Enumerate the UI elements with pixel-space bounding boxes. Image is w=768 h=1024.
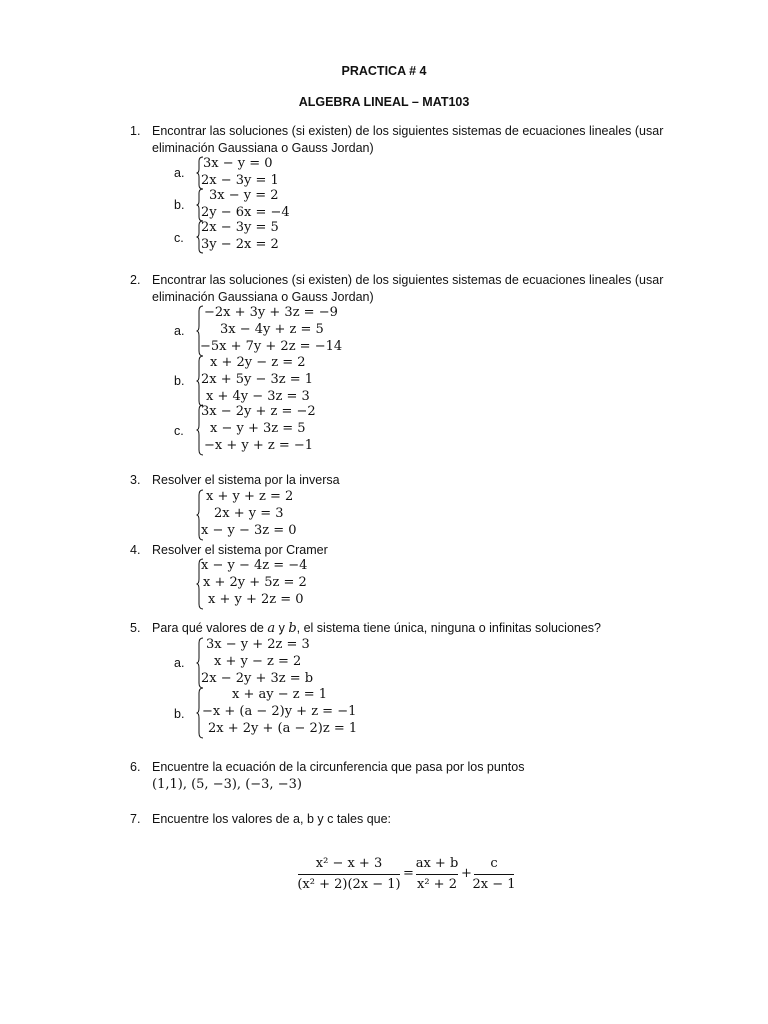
problem-2-text-line1: Encontrar las soluciones (si existen) de los siguientes sistemas de ecuaciones lineales (usar [152, 273, 664, 287]
equation: x + 2y + 5z = 2 [203, 575, 307, 590]
problem-5-number: 5. [130, 621, 141, 635]
problem-1b-label: b. [174, 198, 185, 212]
problem-1-text-line2: eliminación Gaussiana o Gauss Jordan) [152, 141, 374, 155]
problem-2c-label: c. [174, 424, 184, 438]
equation: −5x + 7y + 2z = −14 [200, 339, 343, 354]
equation: x + y + z = 2 [206, 489, 294, 504]
equation: x + y + 2z = 0 [208, 592, 304, 607]
equation: x + ay − z = 1 [232, 687, 328, 702]
problem-2a-label: a. [174, 324, 185, 338]
problem-5-text-pre: Para qué valores de [152, 621, 268, 635]
problem-1-text-line1: Encontrar las soluciones (si existen) de los siguientes sistemas de ecuaciones lineales (usar [152, 124, 664, 138]
fraction-2-bar [474, 874, 514, 875]
problem-5-text [152, 621, 601, 636]
equation: 3x − y = 2 [209, 188, 279, 203]
problem-5-text-y: y [275, 621, 289, 635]
equation: −x + (a − 2)y + z = −1 [202, 704, 357, 719]
lhs-denominator: (x² + 2)(2x − 1) [297, 877, 401, 892]
equation: 2x + 5y − 3z = 1 [201, 372, 314, 387]
fraction-1-numerator: ax + b [415, 856, 459, 871]
equation: x − y − 4z = −4 [201, 558, 308, 573]
equation: 3x − y = 0 [203, 156, 273, 171]
problem-3-text: Resolver el sistema por la inversa [152, 473, 340, 487]
equals-sign: = [403, 866, 414, 881]
equation: 3x − y + 2z = 3 [206, 637, 310, 652]
page-subtitle: ALGEBRA LINEAL – MAT103 [298, 95, 470, 109]
equation: 3x − 4y + z = 5 [220, 322, 324, 337]
problem-2-text-line2: eliminación Gaussiana o Gauss Jordan) [152, 290, 374, 304]
equation: 3x − 2y + z = −2 [201, 404, 316, 419]
equation: 2x + y = 3 [214, 506, 284, 521]
page-title: PRACTICA # 4 [341, 64, 427, 78]
equation: −2x + 3y + 3z = −9 [204, 305, 338, 320]
problem-3-number: 3. [130, 473, 141, 487]
equation: 2x − 3y = 1 [201, 173, 279, 188]
equation: x − y + 3z = 5 [210, 421, 306, 436]
problem-7-text: Encuentre los valores de a, b y c tales que: [152, 812, 392, 826]
equation: 3y − 2x = 2 [201, 237, 279, 252]
problem-5b-label: b. [174, 707, 185, 721]
equation: 2y − 6x = −4 [201, 205, 290, 220]
equation: 2x − 2y + 3z = b [201, 671, 314, 686]
problem-1a-label: a. [174, 166, 185, 180]
problem-6-text: Encuentre la ecuación de la circunferencia que pasa por los puntos [152, 760, 525, 774]
equation: x + 4y − 3z = 3 [206, 389, 310, 404]
plus-sign: + [461, 866, 472, 881]
problem-6-points: (1,1), (5, −3), (−3, −3) [152, 777, 302, 792]
problem-5-text-post: , el sistema tiene única, ninguna o infinitas soluciones? [296, 621, 602, 635]
lhs-numerator: x² − x + 3 [315, 856, 383, 871]
fraction-1-denominator: x² + 2 [417, 877, 457, 892]
problem-1c-label: c. [174, 231, 184, 245]
lhs-fraction-bar [298, 874, 400, 875]
problem-4-text: Resolver el sistema por Cramer [152, 543, 328, 557]
problem-6-number: 6. [130, 760, 141, 774]
equation: x + 2y − z = 2 [210, 355, 306, 370]
equation: x + y − z = 2 [214, 654, 302, 669]
problem-2-number: 2. [130, 273, 141, 287]
variable-b: b [288, 621, 297, 636]
fraction-2-numerator: c [490, 856, 498, 871]
problem-4-number: 4. [130, 543, 141, 557]
equation: x − y − 3z = 0 [201, 523, 297, 538]
variable-a: a [267, 621, 276, 636]
problem-1-number: 1. [130, 124, 141, 138]
equation: 2x − 3y = 5 [201, 220, 279, 235]
fraction-2-denominator: 2x − 1 [472, 877, 516, 892]
fraction-1-bar [416, 874, 458, 875]
problem-2b-label: b. [174, 374, 185, 388]
problem-7-number: 7. [130, 812, 141, 826]
problem-5a-label: a. [174, 656, 185, 670]
equation: −x + y + z = −1 [204, 438, 314, 453]
equation: 2x + 2y + (a − 2)z = 1 [208, 721, 358, 736]
